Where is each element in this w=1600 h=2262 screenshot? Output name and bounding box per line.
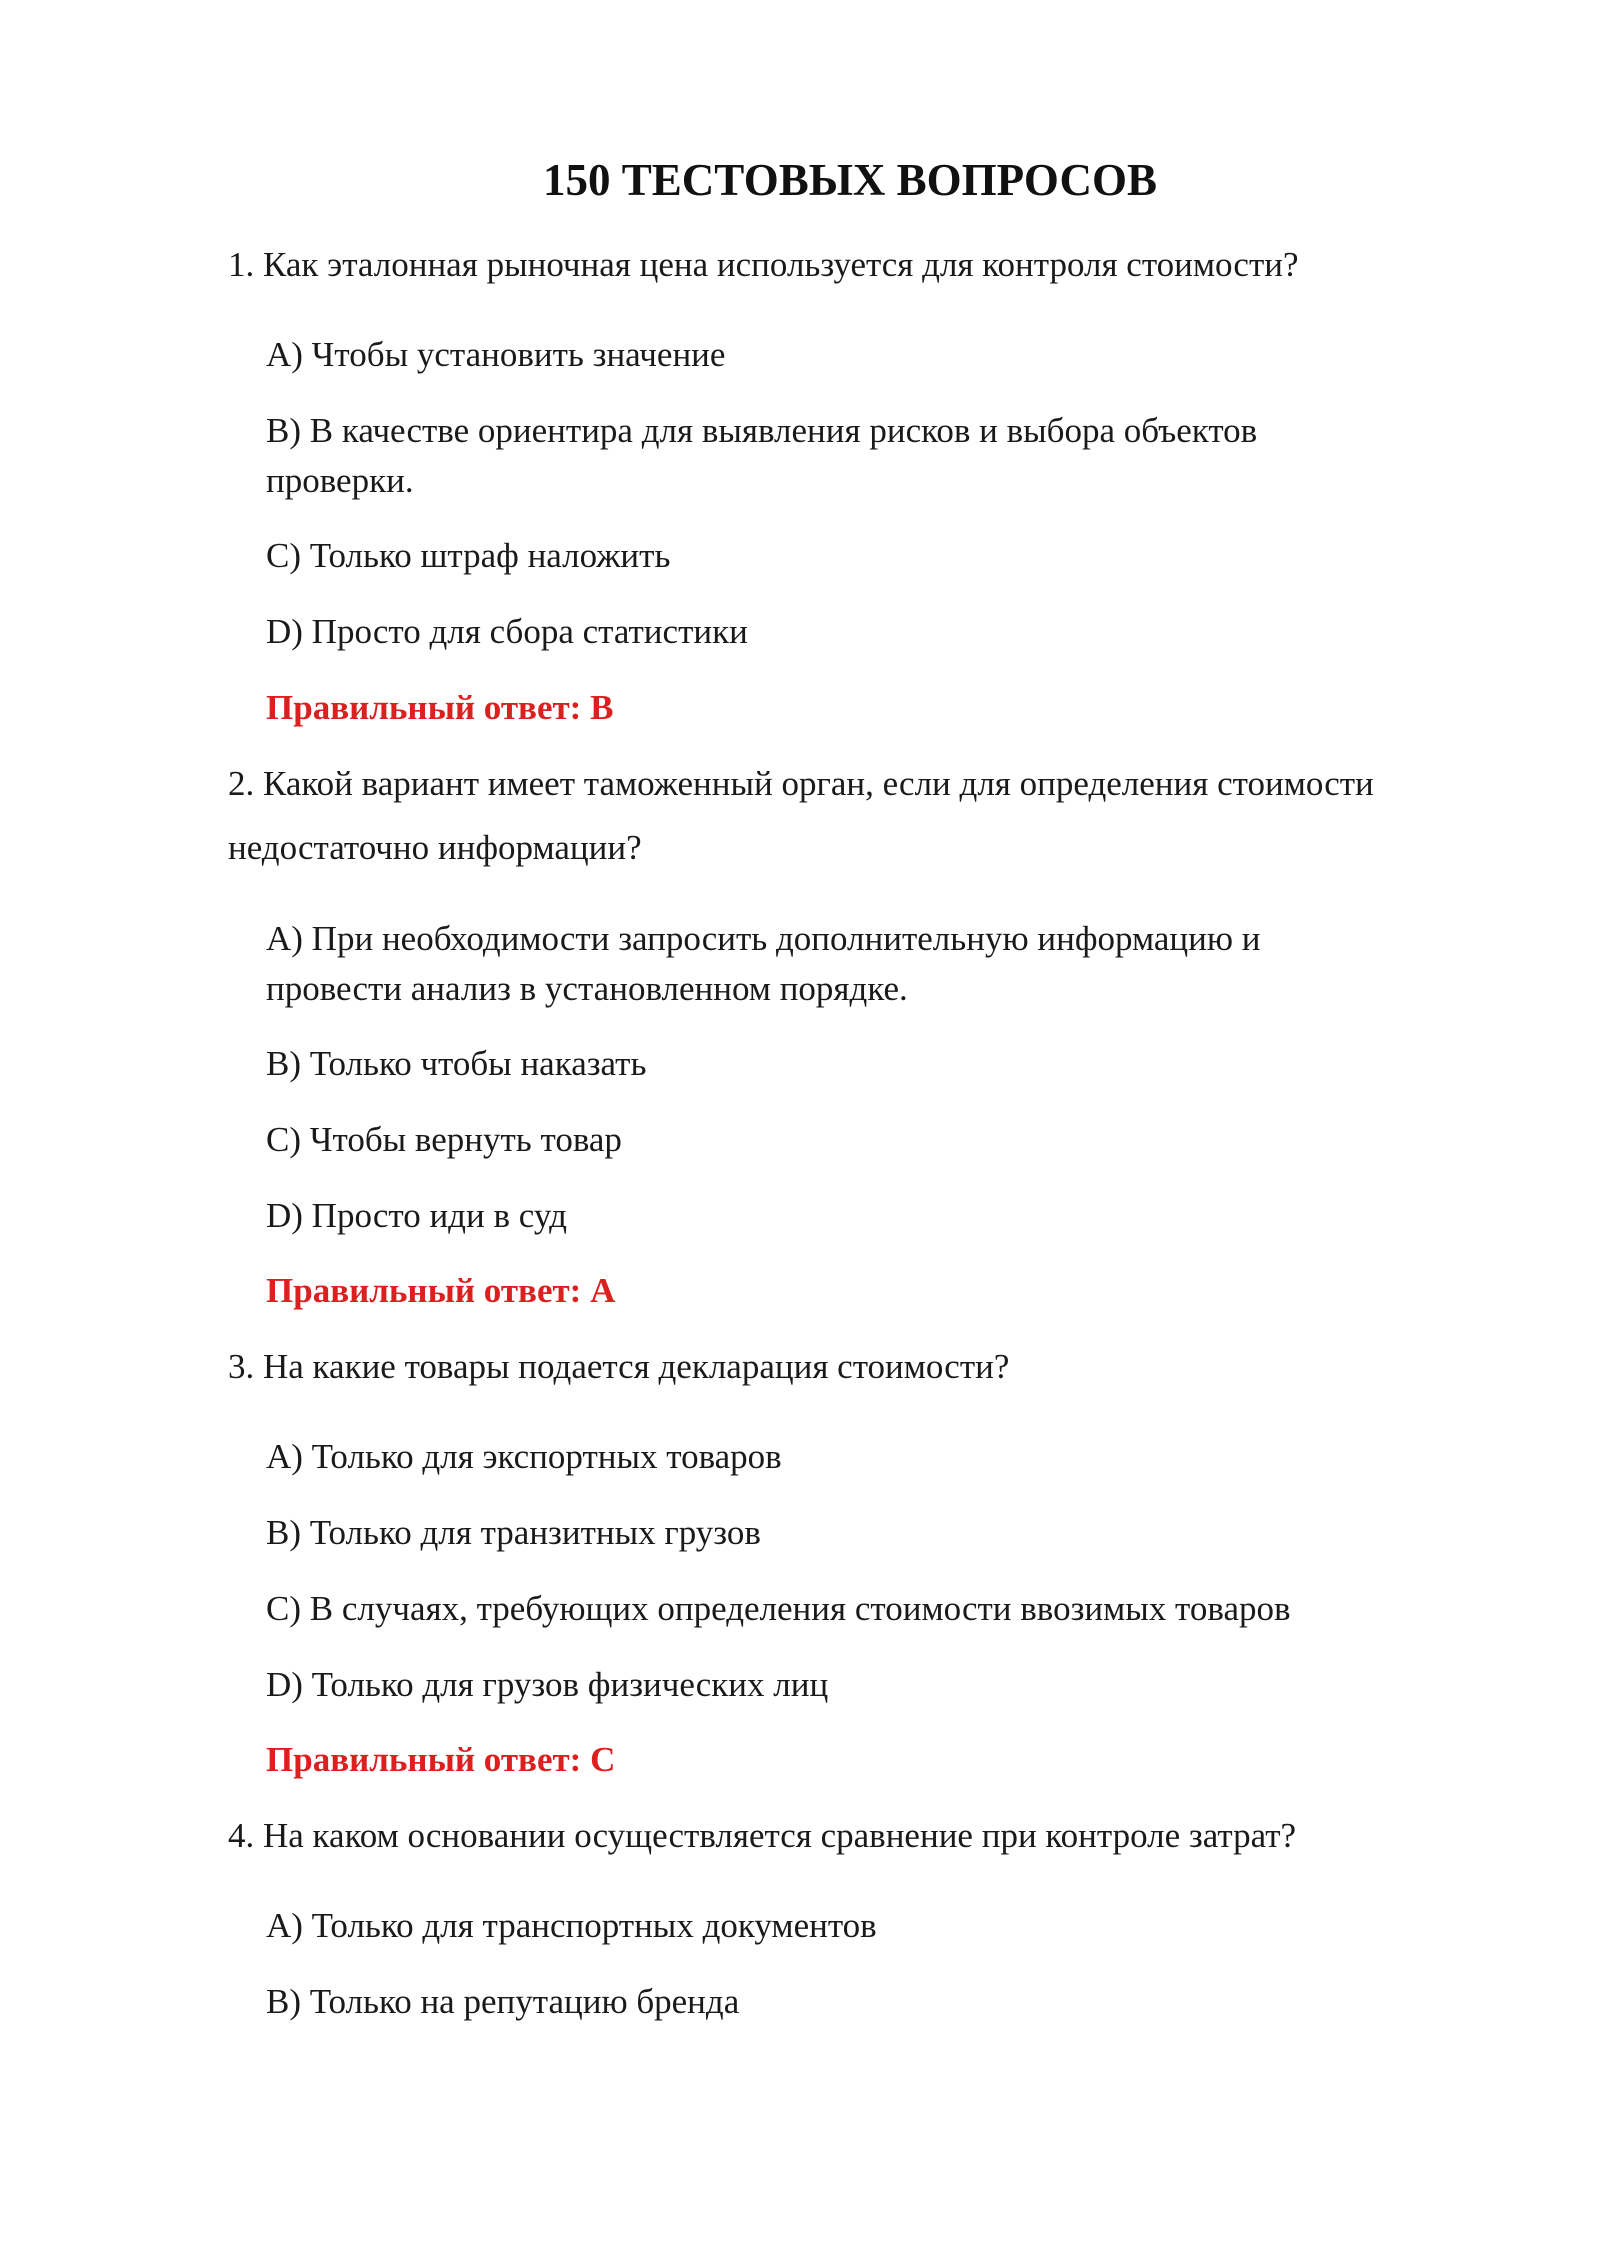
question-3-option-d: D) Только для грузов физических лиц (266, 1665, 829, 1704)
question-2-option-a-continued: провести анализ в установленном порядке. (266, 969, 908, 1008)
question-1-option-c: C) Только штраф наложить (266, 536, 671, 575)
document-title: 150 ТЕСТОВЫХ ВОПРОСОВ (543, 155, 1157, 205)
question-1-text: 1. Как эталонная рыночная цена используется для контроля стоимости? (228, 245, 1299, 284)
question-3-text: 3. На какие товары подается декларация стоимости? (228, 1347, 1010, 1386)
question-1-option-b: B) В качестве ориентира для выявления рисков и выбора объектов (266, 411, 1258, 450)
question-2-option-a: A) При необходимости запросить дополнительную информацию и (266, 919, 1261, 958)
question-4-option-b: B) Только на репутацию бренда (266, 1982, 740, 2021)
question-2-option-d: D) Просто иди в суд (266, 1196, 567, 1235)
question-1-option-b-continued: проверки. (266, 461, 414, 500)
question-2-option-b: B) Только чтобы наказать (266, 1044, 647, 1083)
question-2-answer: Правильный ответ: A (266, 1271, 616, 1310)
question-2-text: 2. Какой вариант имеет таможенный орган, если для определения стоимости (228, 764, 1374, 803)
question-3-answer: Правильный ответ: C (266, 1740, 616, 1779)
question-1-answer: Правильный ответ: B (266, 688, 614, 727)
question-3-option-a: A) Только для экспортных товаров (266, 1437, 782, 1476)
question-2-text-continued: недостаточно информации? (228, 828, 642, 867)
question-1-option-d: D) Просто для сбора статистики (266, 612, 748, 651)
question-4-text: 4. На каком основании осуществляется сравнение при контроле затрат? (228, 1816, 1297, 1855)
question-4-option-a: A) Только для транспортных документов (266, 1906, 877, 1945)
question-1-option-a: A) Чтобы установить значение (266, 335, 726, 374)
question-3-option-c: C) В случаях, требующих определения стоимости ввозимых товаров (266, 1589, 1291, 1628)
question-3-option-b: B) Только для транзитных грузов (266, 1513, 761, 1552)
question-2-option-c: C) Чтобы вернуть товар (266, 1120, 622, 1159)
